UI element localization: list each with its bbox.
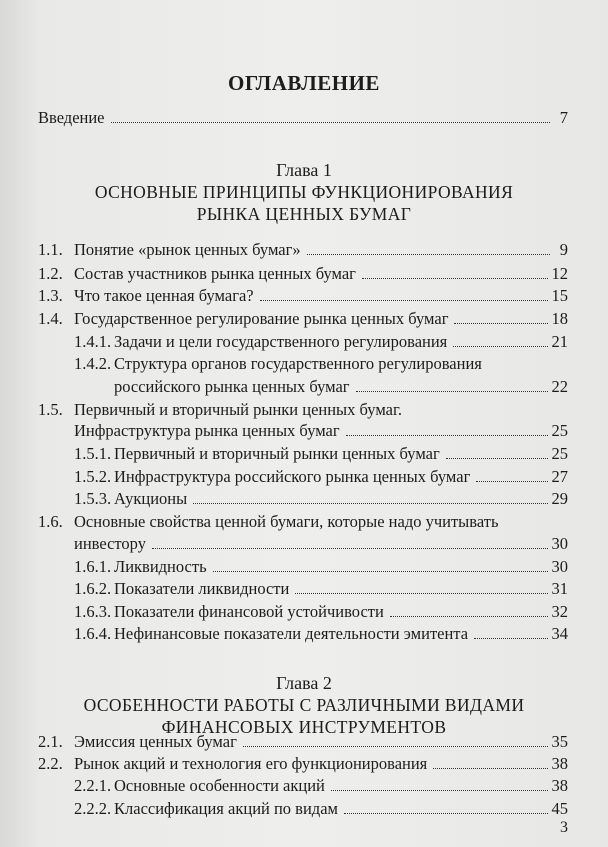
toc-entry-continuation[interactable] bbox=[38, 533, 568, 555]
leader-dots bbox=[243, 731, 548, 747]
toc-entry-number: 1.3. bbox=[38, 286, 63, 305]
toc-entry-text: Ликвидность bbox=[114, 557, 207, 576]
leader-dots bbox=[260, 285, 548, 301]
toc-subentry[interactable] bbox=[38, 601, 568, 623]
toc-entry-text: Что такое ценная бумага? bbox=[74, 286, 254, 305]
toc-entry-page: 35 bbox=[551, 732, 568, 751]
toc-entry-text: Государственное регулирование рынка ценных бумаг bbox=[74, 309, 449, 328]
toc-entry-text: Введение bbox=[38, 108, 105, 127]
toc-subentry[interactable] bbox=[38, 466, 568, 488]
toc-entry-number: 1.2. bbox=[38, 264, 63, 283]
leader-dots bbox=[356, 376, 548, 392]
toc-entry-text: Состав участников рынка ценных бумаг bbox=[74, 264, 356, 283]
leader-dots bbox=[344, 798, 548, 814]
leader-dots bbox=[193, 488, 547, 504]
leader-dots bbox=[446, 443, 548, 459]
toc-entry-number: 1.4.2. bbox=[74, 354, 112, 373]
toc-entry-text: Инфраструктура рынка ценных бумаг bbox=[74, 421, 340, 440]
toc-entry-number: 1.1. bbox=[38, 240, 63, 259]
toc-subentry[interactable] bbox=[38, 443, 568, 465]
toc-entry-text: Структура органов государственного регулирования bbox=[114, 354, 482, 373]
toc-entry-text: Классификация акций по видам bbox=[114, 799, 338, 818]
toc-entry-text: Эмиссия ценных бумаг bbox=[74, 732, 237, 751]
toc-entry[interactable] bbox=[38, 511, 568, 533]
toc-entry-number: 2.2. bbox=[38, 754, 63, 773]
page-number: 3 bbox=[560, 819, 568, 836]
toc-subentry[interactable] bbox=[38, 331, 568, 353]
toc-entry-text: Первичный и вторичный рынки ценных бумаг bbox=[114, 444, 440, 463]
leader-dots bbox=[476, 466, 547, 482]
toc-entry-page: 38 bbox=[551, 776, 568, 795]
leader-dots bbox=[295, 578, 547, 594]
chapter-title-line: ОСОБЕННОСТИ РАБОТЫ С РАЗЛИЧНЫМИ ВИДАМИ bbox=[83, 695, 525, 715]
toc-entry-number: 1.6.4. bbox=[74, 624, 112, 643]
toc-entry-number: 1.5.3. bbox=[74, 489, 112, 508]
chapter-heading: Глава 2 bbox=[276, 673, 332, 693]
toc-entry-text: Первичный и вторичный рынки ценных бумаг. bbox=[74, 400, 403, 419]
toc-entry-number: 1.6.3. bbox=[74, 602, 112, 621]
toc-entry[interactable] bbox=[38, 263, 568, 285]
toc-entry-number: 1.5. bbox=[38, 400, 63, 419]
toc-entry[interactable] bbox=[38, 285, 568, 307]
toc-entry[interactable] bbox=[38, 399, 568, 421]
leader-dots bbox=[152, 533, 548, 549]
chapter-title-line: РЫНКА ЦЕННЫХ БУМАГ bbox=[196, 204, 412, 224]
toc-subentry[interactable] bbox=[38, 488, 568, 510]
toc-subentry[interactable] bbox=[38, 775, 568, 797]
toc-entry-page: 25 bbox=[551, 444, 568, 463]
toc-entry-page: 45 bbox=[551, 799, 568, 818]
toc-subentry[interactable] bbox=[38, 556, 568, 578]
chapter-title-line: ОСНОВНЫЕ ПРИНЦИПЫ ФУНКЦИОНИРОВАНИЯ bbox=[94, 182, 514, 202]
toc-entry-number: 1.4.1. bbox=[74, 332, 112, 351]
toc-entry-page: 9 bbox=[559, 240, 568, 259]
toc-entry-page: 38 bbox=[551, 754, 568, 773]
toc-entry-number: 1.6.2. bbox=[74, 579, 112, 598]
toc-subentry[interactable] bbox=[38, 623, 568, 645]
chapter-title-line: ФИНАНСОВЫХ ИНСТРУМЕНТОВ bbox=[161, 717, 447, 737]
toc-subentry[interactable] bbox=[38, 798, 568, 820]
page-title: ОГЛАВЛЕНИЕ bbox=[228, 71, 380, 95]
toc-entry[interactable] bbox=[38, 308, 568, 330]
toc-entry-text: Рынок акций и технология его функционирования bbox=[74, 754, 428, 773]
toc-entry-page: 29 bbox=[551, 489, 568, 508]
toc-entry-page: 32 bbox=[551, 602, 568, 621]
leader-dots bbox=[346, 420, 548, 436]
toc-entry-text: Основные особенности акций bbox=[114, 776, 325, 795]
leader-dots bbox=[454, 308, 547, 324]
toc-entry-text: инвестору bbox=[74, 534, 146, 553]
toc-entry-text: Понятие «рынок ценных бумаг» bbox=[74, 240, 301, 259]
leader-dots bbox=[362, 263, 548, 279]
leader-dots bbox=[453, 331, 547, 347]
toc-entry-page: 34 bbox=[551, 624, 568, 643]
toc-entry-text: Задачи и цели государственного регулирования bbox=[114, 332, 448, 351]
toc-entry-page: 27 bbox=[551, 467, 568, 486]
toc-entry-number: 1.4. bbox=[38, 309, 63, 328]
toc-entry[interactable] bbox=[38, 753, 568, 775]
toc-entry-continuation[interactable] bbox=[38, 420, 568, 442]
leader-dots bbox=[331, 775, 548, 791]
toc-entry-text: Нефинансовые показатели деятельности эмитента bbox=[114, 624, 469, 643]
toc-entry-text: Показатели финансовой устойчивости bbox=[114, 602, 384, 621]
leader-dots bbox=[111, 107, 550, 123]
leader-dots bbox=[474, 623, 547, 639]
toc-subentry[interactable] bbox=[38, 353, 568, 375]
toc-entry-text: Инфраструктура российского рынка ценных бумаг bbox=[114, 467, 471, 486]
toc-entry-number: 2.1. bbox=[38, 732, 63, 751]
leader-dots bbox=[390, 601, 548, 617]
toc-subentry-continuation[interactable] bbox=[38, 376, 568, 398]
toc-entry-number: 1.5.2. bbox=[74, 467, 112, 486]
toc-entry-text: Показатели ликвидности bbox=[114, 579, 290, 598]
toc-entry-number: 1.5.1. bbox=[74, 444, 112, 463]
toc-entry-text: Аукционы bbox=[114, 489, 188, 508]
toc-entry-page: 30 bbox=[551, 534, 568, 553]
leader-dots bbox=[433, 753, 547, 769]
toc-entry[interactable] bbox=[38, 239, 568, 261]
chapter-heading: Глава 1 bbox=[276, 160, 332, 180]
toc-entry-number: 1.6.1. bbox=[74, 557, 112, 576]
leader-dots bbox=[307, 239, 550, 255]
toc-entry-text: Основные свойства ценной бумаги, которые надо учитывать bbox=[74, 512, 499, 531]
toc-entry-page: 30 bbox=[551, 557, 568, 576]
toc-entry-intro[interactable] bbox=[38, 107, 568, 129]
leader-dots bbox=[213, 556, 548, 572]
toc-entry-page: 7 bbox=[559, 108, 568, 127]
chapter-1-header bbox=[0, 159, 608, 225]
toc-entry-page: 18 bbox=[551, 309, 568, 328]
toc-entry-page: 12 bbox=[551, 264, 568, 283]
toc-entry[interactable] bbox=[38, 731, 568, 753]
toc-entry-page: 15 bbox=[551, 286, 568, 305]
toc-entry-page: 25 bbox=[551, 421, 568, 440]
toc-subentry[interactable] bbox=[38, 578, 568, 600]
toc-entry-page: 31 bbox=[551, 579, 568, 598]
toc-entry-text: российского рынка ценных бумаг bbox=[114, 377, 350, 396]
chapter-2-header bbox=[0, 672, 608, 738]
toc-entry-page: 21 bbox=[551, 332, 568, 351]
toc-entry-page: 22 bbox=[551, 377, 568, 396]
toc-entry-number: 2.2.2. bbox=[74, 799, 112, 818]
toc-entry-number: 2.2.1. bbox=[74, 776, 112, 795]
toc-entry-number: 1.6. bbox=[38, 512, 63, 531]
